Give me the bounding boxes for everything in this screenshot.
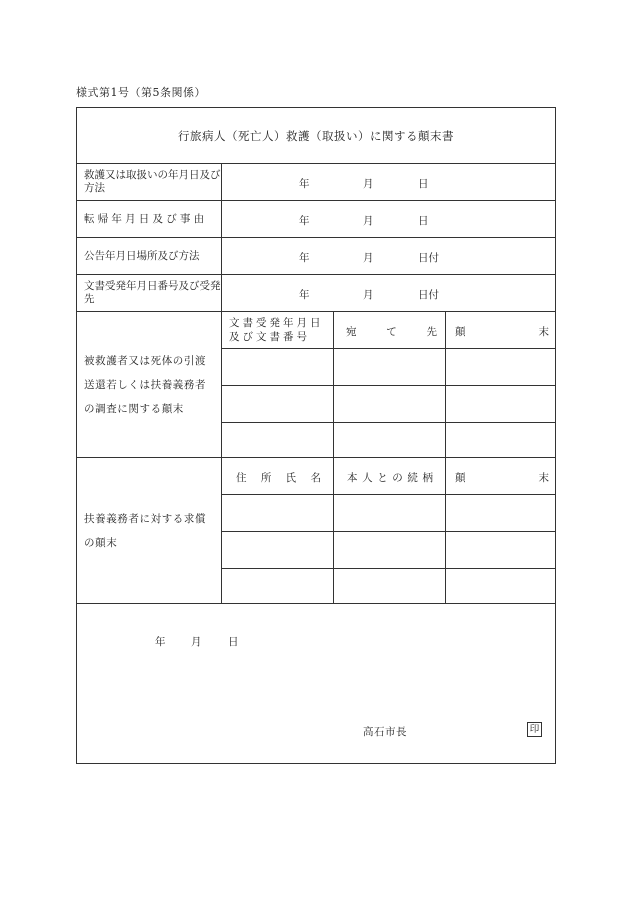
- table-cell[interactable]: [334, 349, 446, 386]
- rescue-date-field[interactable]: [222, 164, 555, 200]
- details-header: 顛 末: [446, 458, 556, 495]
- notice-date-field[interactable]: [222, 238, 555, 274]
- table-cell[interactable]: [334, 495, 446, 532]
- year-label: 年: [299, 178, 310, 190]
- outcome-date-field[interactable]: [222, 201, 555, 237]
- table-cell[interactable]: [222, 386, 334, 423]
- month-label: 月: [363, 215, 374, 227]
- day-label: 日: [418, 178, 429, 190]
- transfer-section: [77, 312, 555, 458]
- day-label: 日付: [418, 289, 439, 301]
- label-line: 被救護者又は死体の引渡: [84, 354, 207, 367]
- document-date-row: [77, 275, 555, 312]
- notice-date-row: [77, 238, 555, 275]
- outcome-date-row: [77, 201, 555, 238]
- month-label: 月: [363, 289, 374, 301]
- day-label: 日: [228, 636, 239, 648]
- month-label: 月: [363, 252, 374, 264]
- report-form: [76, 107, 556, 764]
- address-name-header: 住 所 氏 名: [222, 458, 334, 495]
- rescue-date-row: [77, 164, 555, 201]
- table-cell[interactable]: [446, 532, 556, 569]
- label-line: 扶養義務者に対する求償: [84, 512, 207, 525]
- label-line: の調査に関する顛末: [84, 402, 184, 415]
- form-number-label: 様式第1号（第5条関係）: [76, 86, 206, 99]
- signature-area: [77, 603, 555, 763]
- mayor-title: 高石市長: [363, 726, 407, 738]
- table-cell[interactable]: [222, 423, 334, 457]
- addressee-header: 宛 て 先: [334, 312, 446, 349]
- table-cell[interactable]: [446, 423, 556, 457]
- table-cell[interactable]: [222, 495, 334, 532]
- document-date-field[interactable]: [222, 275, 555, 311]
- notice-date-label: 公告年月日場所及び方法: [77, 238, 222, 274]
- label-line: の顛末: [84, 536, 118, 549]
- month-label: 月: [363, 178, 374, 190]
- day-label: 日付: [418, 252, 439, 264]
- table-cell[interactable]: [334, 423, 446, 457]
- table-cell[interactable]: [446, 386, 556, 423]
- form-title: 行旅病人（死亡人）救護（取扱い）に関する顛末書: [77, 108, 555, 164]
- seal-mark: 印: [527, 722, 542, 737]
- table-cell[interactable]: [446, 495, 556, 532]
- year-label: 年: [299, 289, 310, 301]
- day-label: 日: [418, 215, 429, 227]
- rescue-date-label: 救護又は取扱いの年月日及び方法: [77, 164, 222, 200]
- document-date-label: 文書受発年月日番号及び受発先: [77, 275, 222, 311]
- year-label: 年: [155, 636, 166, 648]
- obligor-section: [77, 458, 555, 604]
- relationship-header: 本 人 と の 続 柄: [334, 458, 446, 495]
- doc-number-header: 文書受発年月日及び文書番号: [222, 312, 334, 349]
- table-cell[interactable]: [446, 569, 556, 603]
- label-line: 送還若しくは扶養義務者: [84, 378, 207, 391]
- details-header: 顛 末: [446, 312, 556, 349]
- year-label: 年: [299, 252, 310, 264]
- year-label: 年: [299, 215, 310, 227]
- table-cell[interactable]: [334, 532, 446, 569]
- table-cell[interactable]: [334, 386, 446, 423]
- outcome-date-label: 転帰年月日及び事由: [77, 201, 222, 237]
- table-cell[interactable]: [222, 349, 334, 386]
- table-cell[interactable]: [222, 569, 334, 603]
- transfer-section-label: [77, 312, 222, 457]
- table-cell[interactable]: [446, 349, 556, 386]
- obligor-section-label: [77, 458, 222, 603]
- table-cell[interactable]: [334, 569, 446, 603]
- month-label: 月: [191, 636, 202, 648]
- table-cell[interactable]: [222, 532, 334, 569]
